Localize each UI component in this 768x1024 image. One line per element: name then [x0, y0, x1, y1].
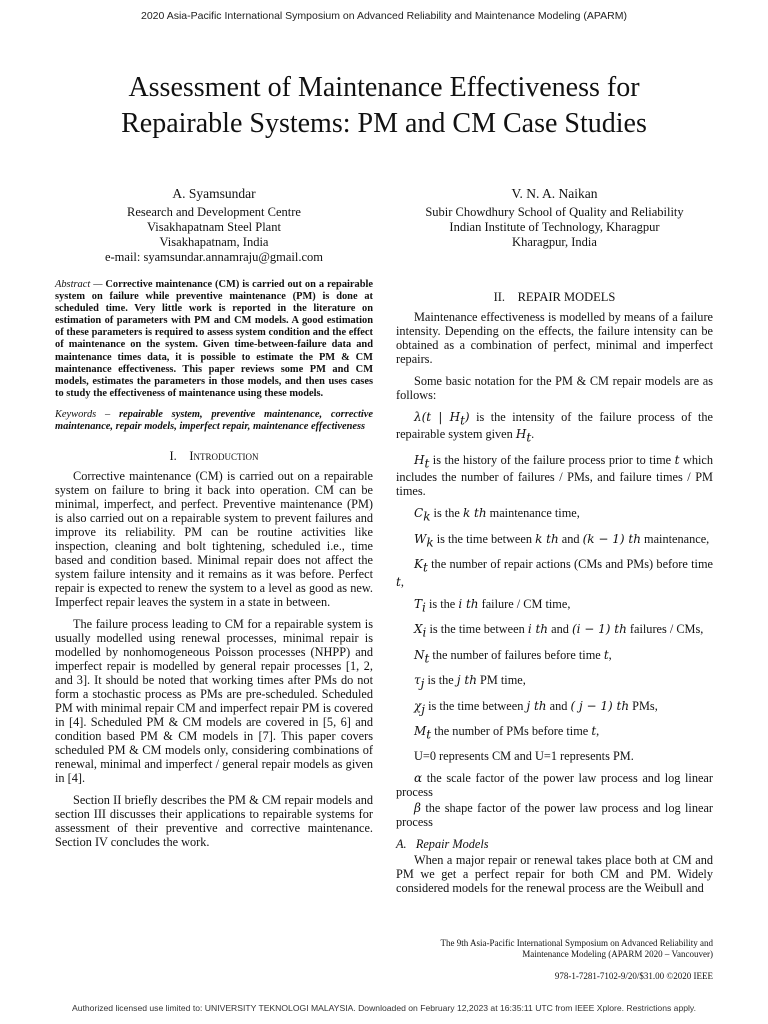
- symbol-ith: i th: [458, 596, 479, 611]
- symbol-n: N: [414, 647, 425, 662]
- def-text: the number of PMs before time: [434, 723, 589, 738]
- def-text: and: [549, 698, 568, 713]
- symbol-j-minus-1-th: ( j − 1) th: [570, 698, 630, 713]
- abstract-text: Corrective maintenance (CM) is carried out on a repairable system on failure while preventive maintenance (PM) is done at scheduled time. Very little work is reported in the literature on estimation of parameters with PM and CM models. A good estimation of these parameters is required to assess system condition and the effect of maintenance on the system. Given time-between-failure data and maintenance times data, it is possible to estimate the PM & CM maintenance effectiveness. This paper reviews some PM and CM models, estimates the parameters in those models, and then uses cases to study the effectiveness of maintenance using these models.: [55, 279, 373, 399]
- def-chi: [396, 699, 713, 716]
- repair-models-paragraph-1: Maintenance effectiveness is modelled by means of a failure intensity. Depending on the effects, the failure intensity can be obtained as a combination of perfect, minimal and imperfect repairs.: [396, 310, 713, 366]
- symbol-lambda: λ(t | H: [414, 410, 461, 424]
- affiliation-line: Visakhapatnam Steel Plant: [147, 220, 281, 234]
- symbol-kth: k th: [535, 531, 559, 546]
- subsection-number: A.: [396, 837, 407, 852]
- subscript: k: [423, 509, 431, 524]
- keywords: [55, 409, 373, 433]
- def-text: is the history of the failure process prior to time: [432, 452, 672, 467]
- def-x: [396, 622, 713, 639]
- subscript: t: [422, 560, 428, 575]
- subscript: t: [424, 456, 430, 471]
- section-number: I.: [169, 448, 177, 463]
- download-notice: Authorized licensed use limited to: UNIVERSITY TEKNOLOGI MALAYSIA. Downloaded on February 12,2023 at 16:35:11 UTC from IEEE Xplore. Restrictions apply.: [72, 1003, 696, 1013]
- def-m: $M_t$ the number of PMs before time t,: [414, 723, 600, 742]
- def-text: the shape factor of the power law process and log linear process: [396, 801, 713, 830]
- author-block-1: [55, 186, 373, 265]
- subscript: t: [526, 430, 532, 445]
- symbol-kth: k th: [462, 506, 487, 521]
- paper-title: [60, 70, 708, 142]
- section-title: Introduction: [189, 448, 259, 463]
- subscript: t: [460, 413, 465, 428]
- symbol-ith: i th: [527, 622, 549, 637]
- symbol-alpha: α: [414, 771, 423, 786]
- section-heading-introduction: [55, 449, 373, 463]
- symbol-k-minus-1-th: (k − 1) th: [582, 531, 641, 546]
- def-beta: [396, 801, 713, 829]
- right-column: [396, 290, 713, 903]
- def-c: [396, 506, 713, 523]
- affiliation-line: Subir Chowdhury School of Quality and Reliability: [425, 205, 684, 219]
- symbol-k: K: [414, 557, 423, 572]
- symbol-x: X: [414, 622, 423, 637]
- symbol-t: t: [396, 574, 401, 589]
- author-block-2: [396, 186, 713, 250]
- intro-paragraph-3: Section II briefly describes the PM & CM repair models and section III discusses their applications to repairable systems for assessment of their preventive and corrective maintenance. Section IV concludes the work.: [55, 792, 373, 849]
- symbol-h: H: [414, 452, 425, 467]
- def-text: the number of failures before time: [432, 647, 601, 662]
- def-tau: [396, 673, 713, 690]
- affiliation-line: Kharagpur, India: [512, 235, 597, 249]
- def-text: failure / CM time,: [481, 596, 571, 611]
- symbol-tau: τ: [414, 673, 421, 688]
- def-text: PM time,: [480, 673, 526, 688]
- symbol-w: W: [414, 531, 427, 546]
- def-n: $N_t$ the number of failures before time t,: [414, 647, 612, 666]
- intro-paragraph-1: Corrective maintenance (CM) is carried out on a repairable system on failure to bring it back into operation. CM can be minimal, imperfect, and perfect. Preventive maintenance (PM) is also carried out on a repairable system to prevent failures and improve its reliability. PM can be routine activities like inspection, cleaning and bolt tightening, scheduled i.e., time based and condition based. Minimal repair does not affect the system failure intensity and it remains as it was before. Perfect repair is expected to renew the system to a level as good as new. Imperfect repair leaves the system in a state in between.: [55, 468, 373, 609]
- symbol-t: t: [603, 647, 609, 662]
- title-line-2: Repairable Systems: PM and CM Case Studies: [121, 108, 647, 139]
- subscript: j: [420, 676, 425, 691]
- subscript: k: [426, 535, 434, 550]
- subsection-heading-repair-models: [396, 837, 713, 851]
- symbol-c: C: [414, 506, 424, 521]
- def-text: and: [561, 531, 580, 546]
- author-email: e-mail: syamsundar.annamraju@gmail.com: [104, 250, 324, 264]
- def-text: PMs,: [632, 698, 658, 713]
- abstract: [55, 279, 373, 400]
- keywords-label: Keywords –: [55, 408, 111, 420]
- abstract-label: Abstract —: [55, 279, 103, 290]
- def-text: and: [551, 622, 569, 637]
- def-text: is the: [428, 596, 456, 611]
- def-text: which includes the number of failures / PMs, and failure times / PM times.: [396, 452, 714, 499]
- def-text: failures / CMs,: [629, 622, 704, 637]
- symbol-m: M: [414, 723, 427, 738]
- symposium-footnote: [396, 938, 713, 960]
- symbol-chi: χ: [414, 698, 422, 713]
- subsection-title: Repair Models: [415, 837, 489, 852]
- def-text: is the: [433, 506, 460, 521]
- def-text: is the time between: [428, 698, 524, 713]
- subscript: t: [426, 727, 432, 742]
- footnote-line: The 9th Asia-Pacific International Symposium on Advanced Reliability and: [440, 938, 713, 948]
- affiliation-line: Visakhapatnam, India: [159, 235, 269, 249]
- subscript: i: [422, 600, 426, 615]
- def-text: is the: [427, 673, 454, 688]
- subscript: t: [424, 651, 430, 666]
- symbol-paren: ): [464, 410, 470, 424]
- section-title: REPAIR MODELS: [517, 290, 616, 304]
- def-lambda: λ(t | $H_t$) is the intensity of the failure process of the repairable system given $H_t$.: [396, 410, 713, 445]
- symbol-t-upper: T: [414, 596, 423, 611]
- repair-models-paragraph-2: Some basic notation for the PM & CM repair models are as follows:: [396, 374, 713, 402]
- section-heading-repair-models: [396, 290, 713, 304]
- def-text: the scale factor of the power law process and log linear process: [396, 771, 713, 800]
- def-k: $K_t$ the number of repair actions (CMs and PMs) before time t,: [396, 557, 714, 589]
- keywords-text: repairable system, preventive maintenance, corrective maintenance, repair models, imperfect repair, maintenance effectiveness: [55, 408, 373, 432]
- author-name: V. N. A. Naikan: [511, 186, 598, 201]
- def-text: the number of repair actions (CMs and PMs) before time: [431, 557, 714, 572]
- conference-header: 2020 Asia-Pacific International Symposium on Advanced Reliability and Maintenance Modeling (APARM): [141, 10, 627, 22]
- def-text: maintenance,: [644, 531, 710, 546]
- def-t: [396, 597, 713, 614]
- def-text: is the intensity of the failure process of the repairable system given: [396, 410, 713, 442]
- subscript: j: [421, 701, 426, 716]
- def-text: is the time between: [429, 622, 525, 637]
- symbol-jth: j th: [456, 673, 477, 688]
- title-line-1: Assessment of Maintenance Effectiveness for: [128, 72, 640, 103]
- symbol-h: H: [515, 427, 527, 442]
- repair-models-paragraph-3: When a major repair or renewal takes place both at CM and PM we get a perfect repair for both CM and PM. Widely considered models for the renewal process are the Weibull and: [396, 853, 713, 896]
- symbol-beta: β: [414, 801, 421, 816]
- symbol-jth: j th: [526, 698, 547, 713]
- def-w: [396, 532, 713, 549]
- affiliation-line: Research and Development Centre: [127, 205, 301, 219]
- def-alpha: [396, 771, 713, 799]
- def-u: U=0 represents CM and U=1 represents PM.: [414, 749, 634, 764]
- copyright-isbn: 978-1-7281-7102-9/20/$31.00 ©2020 IEEE: [554, 971, 713, 981]
- def-text: is the time between: [436, 531, 532, 546]
- symbol-i-minus-1-th: (i − 1) th: [571, 622, 627, 637]
- def-history: [396, 453, 713, 498]
- symbol-t: t: [591, 723, 597, 738]
- section-number: II.: [493, 290, 506, 304]
- author-name: A. Syamsundar: [172, 186, 256, 201]
- symbol-t: t: [674, 452, 680, 467]
- intro-paragraph-2: The failure process leading to CM for a repairable system is usually modelled using renewal processes, minimal repair is modelled by nonhomogeneous Poisson processes (NHPP) and imperfect repair is modelled by general repair processes [1, 2, and 3]. It should be noted that working times after PMs do not form a stochastic process as PMs are pre-scheduled. Scheduled PM with minimal repair CM and imperfect repair PM is covered in [4]. Scheduled PM & CM models are covered in [5, 6] and condition based PM & CM models in [7]. This paper covers scheduled PM & CM models only, considering combinations of renewal, minimal and imperfect / general repair models as given in [4].: [55, 616, 373, 785]
- affiliation-line: Indian Institute of Technology, Kharagpur: [449, 220, 660, 234]
- left-column: [55, 279, 373, 857]
- def-text: maintenance time,: [489, 506, 580, 521]
- footnote-line: Maintenance Modeling (APARM 2020 – Vancouver): [522, 949, 713, 959]
- subscript: i: [422, 625, 427, 640]
